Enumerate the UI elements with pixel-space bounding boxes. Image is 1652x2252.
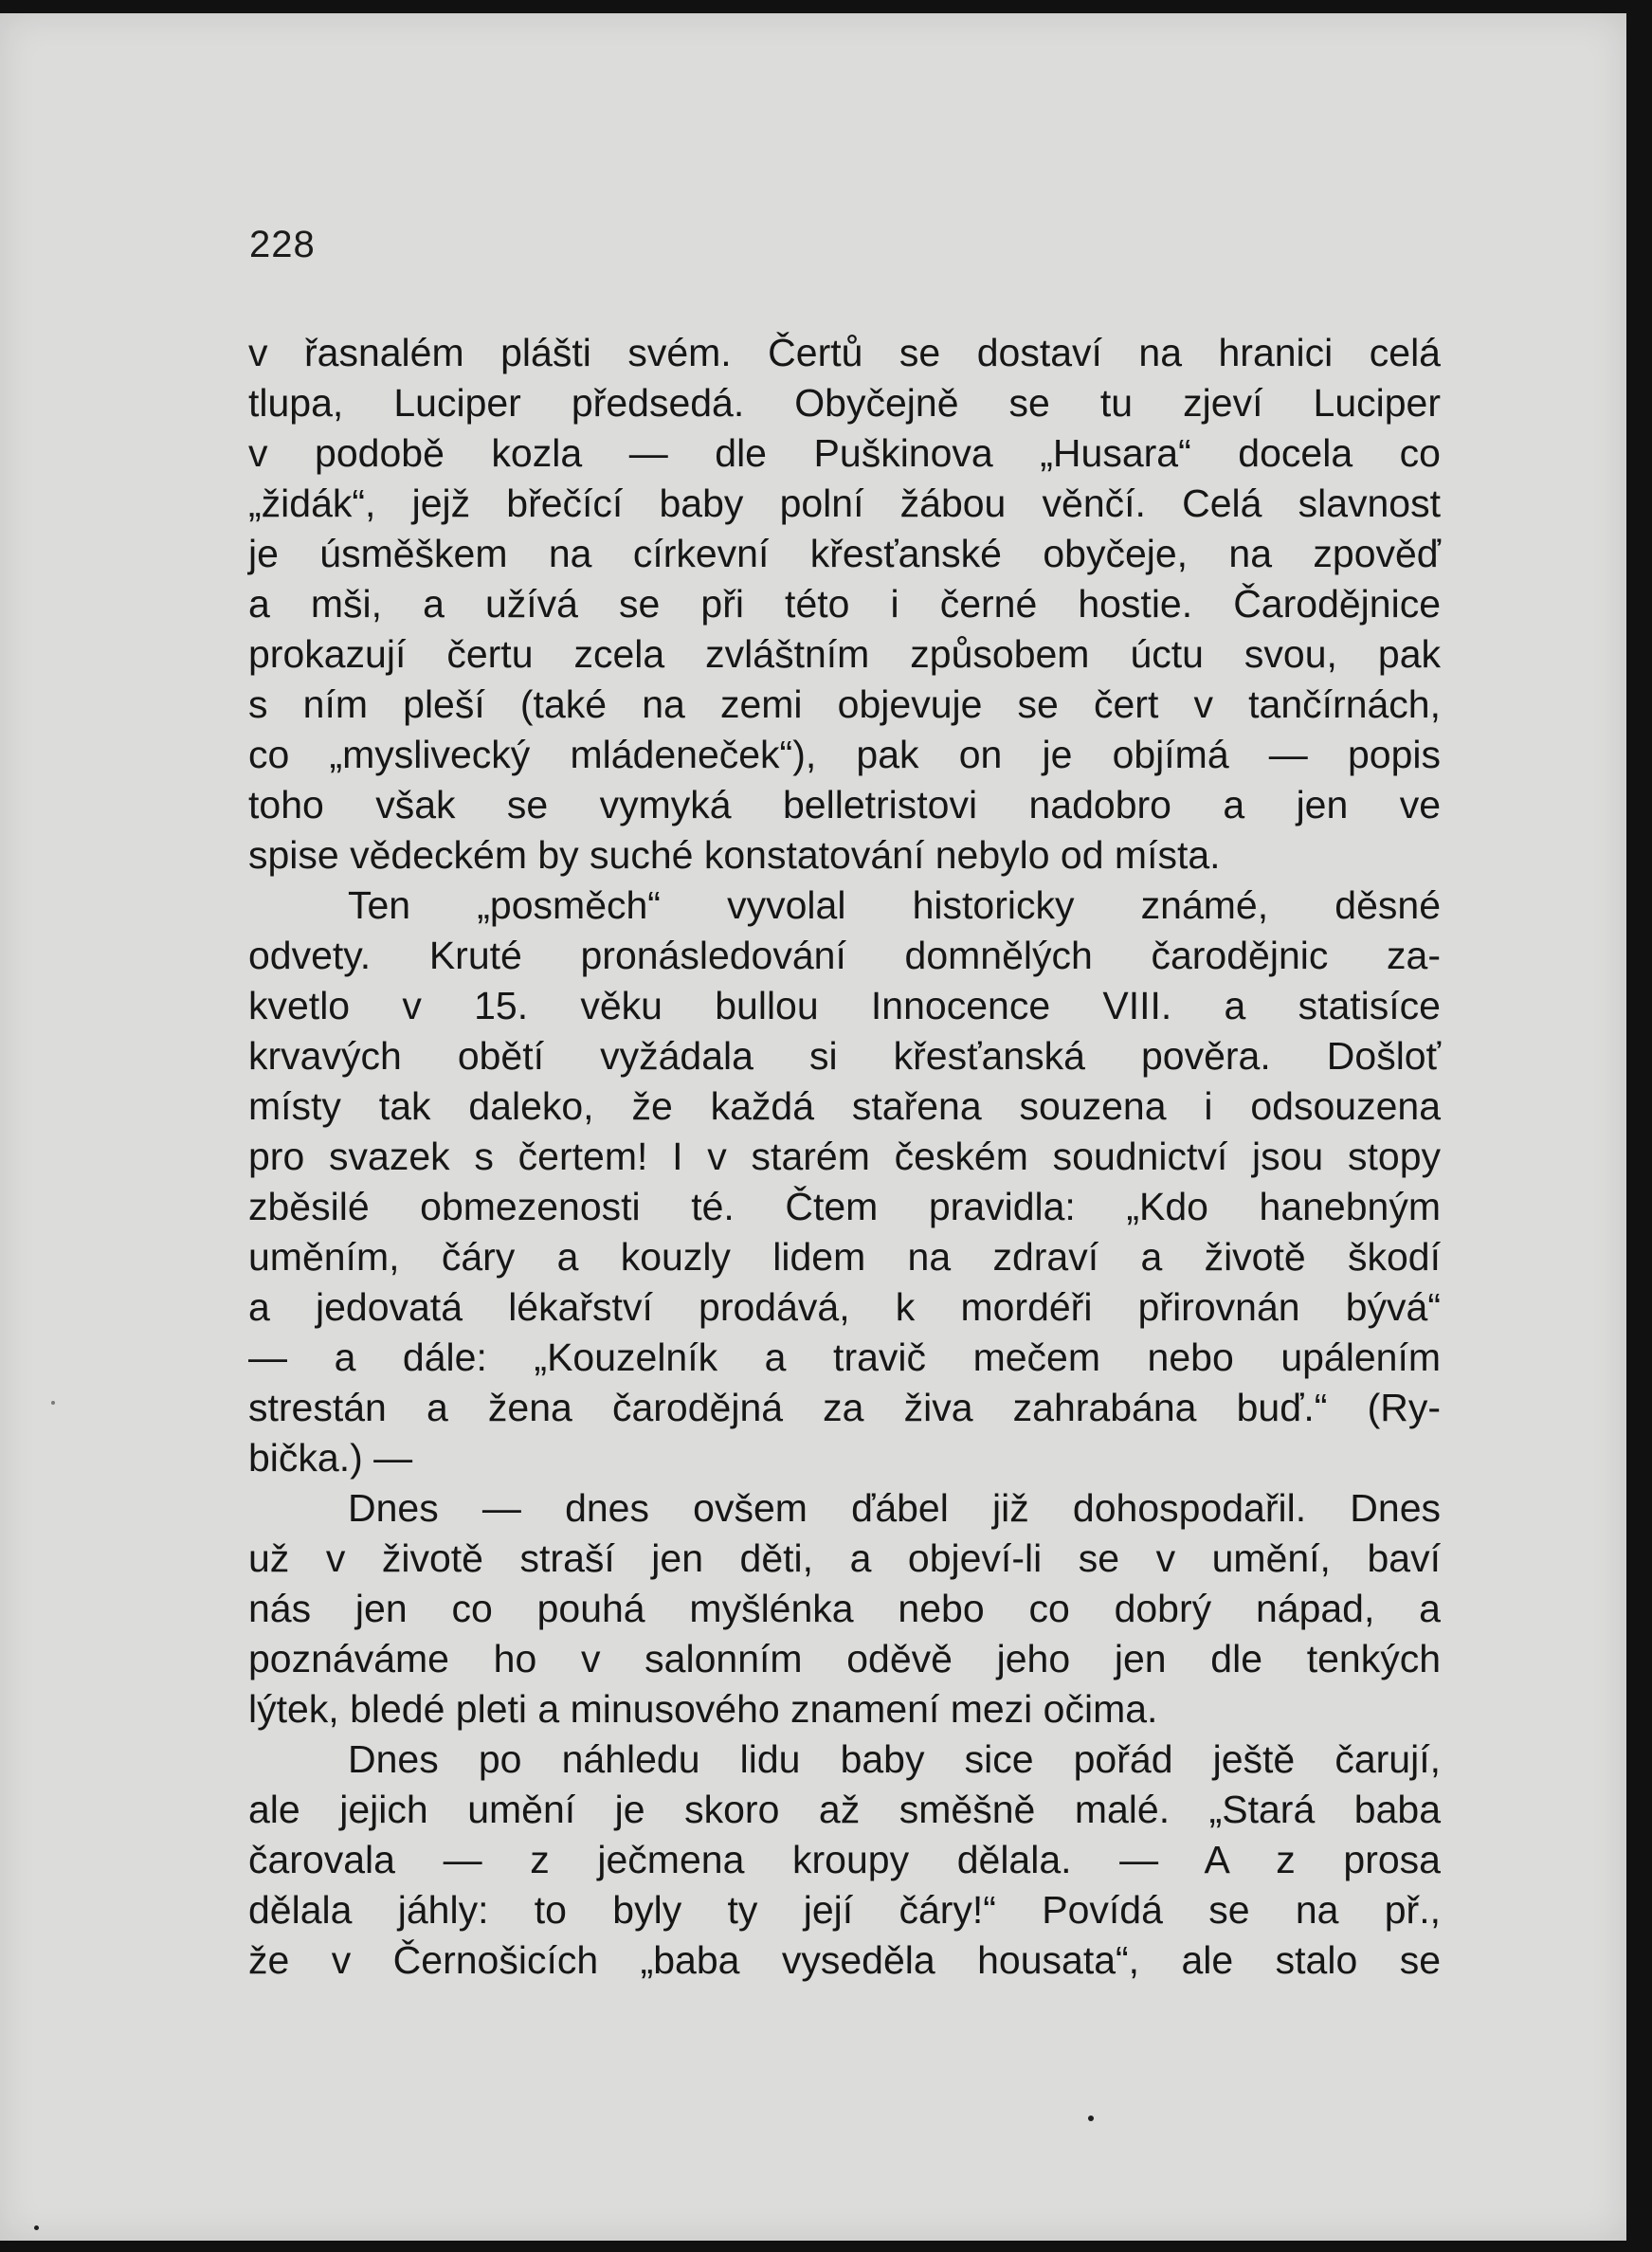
dust-speck — [51, 1401, 55, 1405]
body-text — [248, 328, 1441, 1986]
text-line: nás jen co pouhá myšlénka nebo co dobrý nápad, a — [248, 1587, 1441, 1630]
text-line: dělala jáhly: to byly ty její čáry!“ Povídá se na př., — [248, 1888, 1441, 1932]
text-line: s ním pleší (také na zemi objevuje se čert v tančírnách, — [248, 682, 1441, 726]
text-line: že v Černošicích „baba vyseděla housata“, ale stalo se — [248, 1938, 1441, 1982]
text-line: co „myslivecký mládeneček“), pak on je objímá — popis — [248, 733, 1441, 776]
text-line: zběsilé obmezenosti té. Čtem pravidla: „Kdo hanebným — [248, 1185, 1441, 1228]
text-line: ale jejich umění je skoro až směšně malé. „Stará baba — [248, 1788, 1441, 1831]
dust-speck — [34, 2225, 39, 2230]
text-line: lýtek, bledé pleti a minusového znamení mezi očima. — [248, 1687, 1158, 1731]
text-line: v podobě kozla — dle Puškinova „Husara“ docela co — [248, 431, 1441, 475]
dust-speck — [1088, 2116, 1094, 2121]
text-line: spise vědeckém by suché konstatování nebylo od místa. — [248, 833, 1221, 877]
page-number: 228 — [249, 224, 316, 265]
text-line: je úsměškem na církevní křesťanské obyčeje, na zpověď — [248, 532, 1441, 575]
text-line: strestán a žena čarodějná za živa zahrabána buď.“ (Ry- — [248, 1386, 1441, 1429]
text-line: a jedovatá lékařství prodává, k mordéři přirovnán bývá“ — [248, 1285, 1441, 1329]
text-line: čarovala — z ječmena kroupy dělala. — A z prosa — [248, 1838, 1441, 1881]
text-line: už v životě straší jen děti, a objeví-li se v umění, baví — [248, 1536, 1441, 1580]
text-line: poznáváme ho v salonním oděvě jeho jen dle tenkých — [248, 1637, 1441, 1680]
text-line: toho však se vymyká belletristovi nadobro a jen ve — [248, 783, 1441, 826]
text-line: — a dále: „Kouzelník a travič mečem nebo upálením — [248, 1335, 1441, 1379]
text-line: odvety. Kruté pronásledování domnělých čarodějnic za- — [248, 934, 1441, 977]
paper-page — [0, 13, 1626, 2241]
text-line: Ten „posměch“ vyvolal historicky známé, děsné — [348, 883, 1441, 927]
text-line: pro svazek s čertem! I v starém českém soudnictví jsou stopy — [248, 1135, 1441, 1178]
text-line: Dnes po náhledu lidu baby sice pořád ještě čarují, — [348, 1737, 1441, 1781]
text-line: Dnes — dnes ovšem ďábel již dohospodařil. Dnes — [348, 1486, 1441, 1530]
text-line: bička.) — — [248, 1436, 413, 1480]
text-line: místy tak daleko, že každá stařena souzena i odsouzena — [248, 1084, 1441, 1128]
text-line: krvavých obětí vyžádala si křesťanská pověra. Došloť — [248, 1034, 1441, 1078]
text-line: a mši, a užívá se při této i černé hostie. Čarodějnice — [248, 582, 1441, 626]
text-line: tlupa, Luciper předsedá. Obyčejně se tu zjeví Luciper — [248, 381, 1441, 425]
text-line: kvetlo v 15. věku bullou Innocence VIII. a statisíce — [248, 984, 1441, 1027]
text-line: „židák“, jejž břečící baby polní žábou věnčí. Celá slavnost — [248, 481, 1441, 525]
text-line: v řasnalém plášti svém. Čertů se dostaví na hranici celá — [248, 331, 1441, 374]
text-line: uměním, čáry a kouzly lidem na zdraví a životě škodí — [248, 1235, 1441, 1279]
text-line: prokazují čertu zcela zvláštním způsobem úctu svou, pak — [248, 632, 1441, 676]
